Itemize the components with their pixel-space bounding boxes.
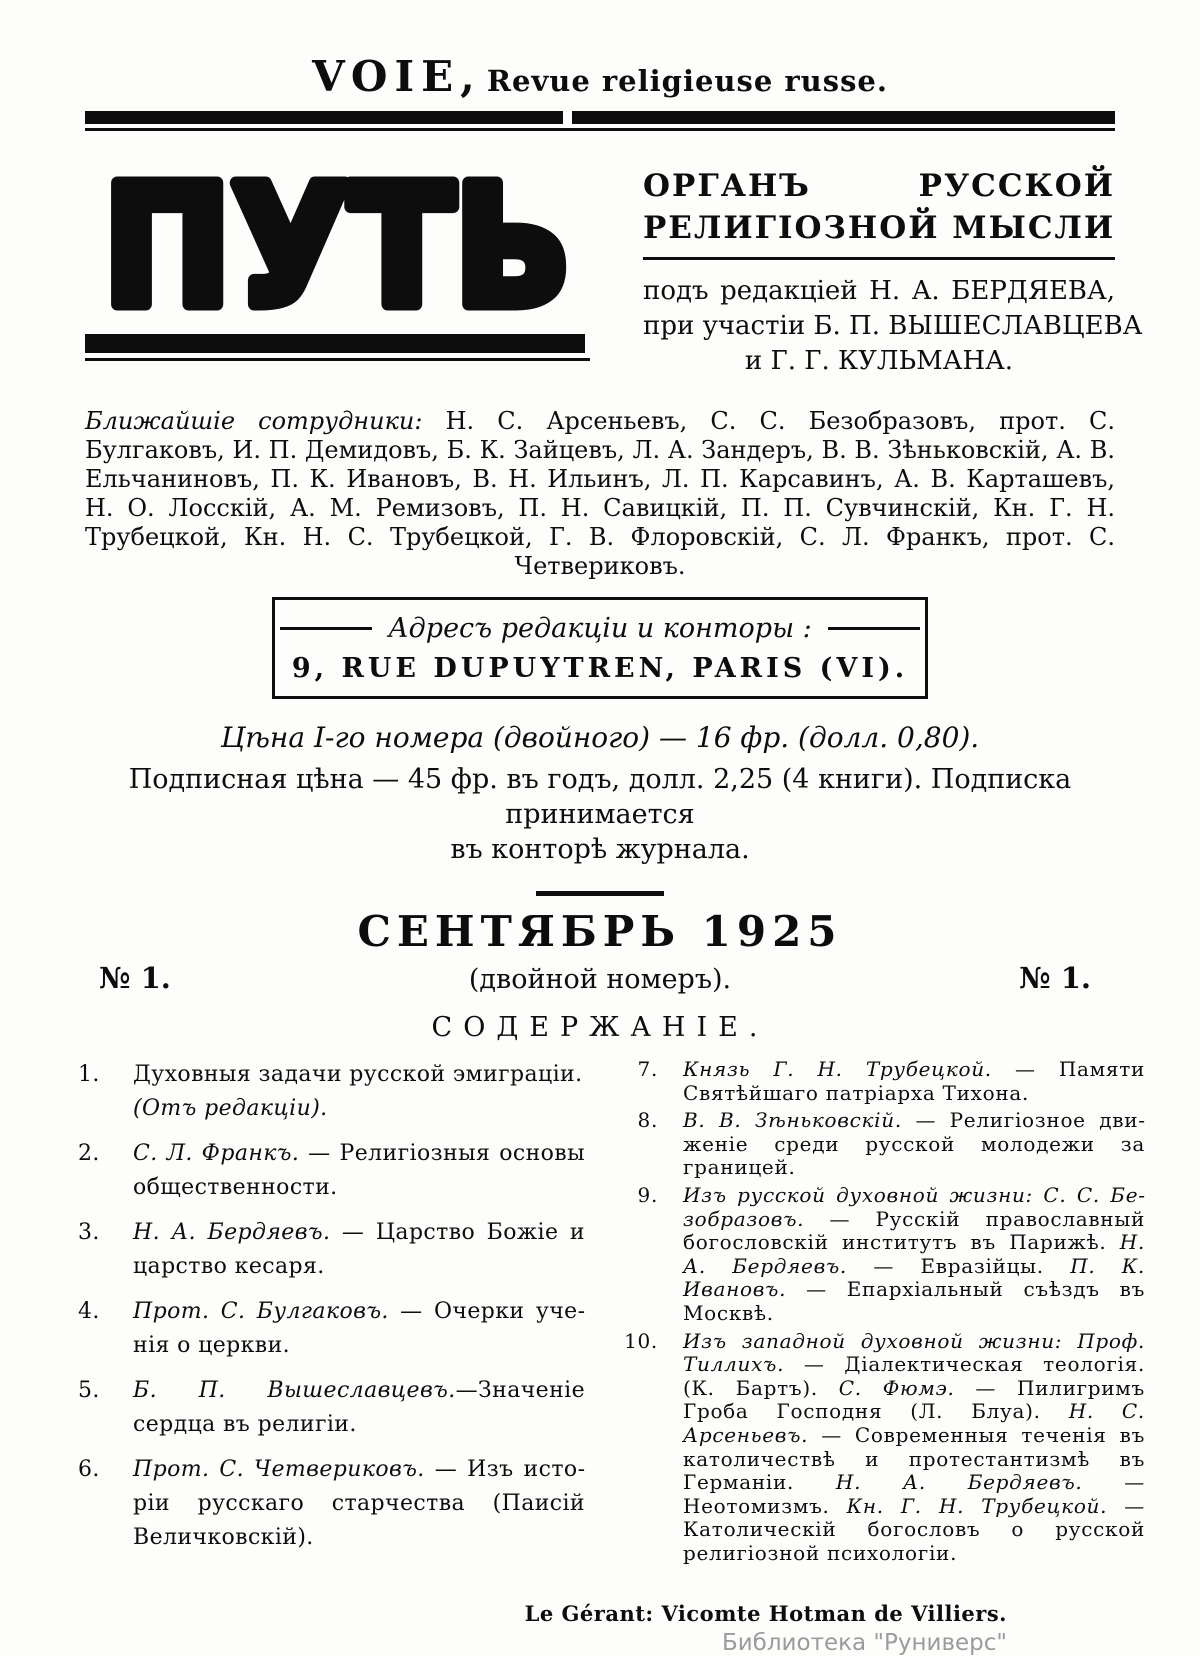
- toc-item-number: 5.: [78, 1378, 100, 1403]
- toc-item-text: [133, 1295, 585, 1363]
- french-masthead: [85, 0, 1115, 101]
- toc-author: Н. С. Арсеньевъ.: [683, 1399, 1145, 1447]
- toc-entry-text: — Пилигримъ Гроба Господня (Л. Блуа).: [683, 1375, 1145, 1424]
- toc-author: Н. А. Бердяевъ.: [683, 1230, 1145, 1278]
- issue-number-left: № 1.: [99, 961, 171, 995]
- issue-number-row: [85, 961, 1115, 995]
- toc-item: [612, 1184, 1145, 1326]
- toc-author: Кн. Г. Н. Трубецкой.: [846, 1493, 1108, 1518]
- toc-item-number: 9.: [637, 1182, 658, 1207]
- french-masthead-title: VOIE,: [312, 52, 482, 101]
- toc-item-number: 10.: [624, 1328, 658, 1353]
- toc-author: Изъ русской духовной жизни: С. С. Безобразовъ.: [683, 1182, 1145, 1231]
- toc-entry-text: — Діалектическая теологія. (К. Бартъ).: [683, 1352, 1145, 1400]
- organ-line-1: ОРГАНЪ РУССКОЙ: [643, 168, 1115, 204]
- address-dash-left: [280, 627, 372, 630]
- toc-author: Н. А. Бердяевъ.: [133, 1220, 331, 1245]
- toc-title: СОДЕРЖАНІЕ.: [431, 1012, 769, 1043]
- toc-entry-text: — Русскій православный богословскій институтъ въ Парижѣ.: [683, 1206, 1145, 1255]
- organ-block: [643, 165, 1143, 379]
- address-dash-right: [828, 627, 920, 630]
- toc-item-number: 2.: [78, 1141, 100, 1166]
- put-logo: [85, 165, 590, 322]
- gerant-line: Le Gérant: Vicomte Hotman de Villiers.: [524, 1601, 1007, 1627]
- toc-item: [78, 1216, 585, 1284]
- toc-entry-text: — Современныя теченія въ католичествѣ и протестантизмѣ въ Германіи.: [683, 1422, 1145, 1495]
- toc-entry-text: — Католическій богословъ о русской религіозной психологіи.: [683, 1493, 1145, 1565]
- toc-item: [612, 1109, 1145, 1180]
- editor-line-3: и Г. Г. КУЛЬМАНА.: [744, 346, 1014, 376]
- issue-number-right: № 1.: [1019, 961, 1091, 995]
- french-masthead-subtitle: Revue religieuse russe.: [486, 64, 888, 98]
- subscription-block: [85, 762, 1115, 867]
- toc-author: С. Фюмэ.: [838, 1375, 955, 1400]
- toc-author: В. В. Зѣньковскій.: [683, 1108, 902, 1133]
- toc-item-text: [683, 1058, 1145, 1105]
- toc-item-number: 4.: [78, 1299, 100, 1324]
- masthead-row: [85, 165, 1143, 379]
- toc-item: [78, 1295, 586, 1363]
- toc-item: [78, 1453, 585, 1555]
- issue-month-title: СЕНТЯБРЬ 1925: [357, 907, 843, 956]
- top-rule-thin: [85, 128, 1115, 131]
- toc-item: [612, 1058, 1145, 1105]
- address-box: [272, 597, 928, 699]
- address-label: Адресъ редакціи и конторы :: [388, 612, 812, 644]
- toc-author: С. Л. Франкъ.: [133, 1141, 300, 1166]
- toc-author: П. К. Ивановъ.: [683, 1253, 1145, 1302]
- toc-item-text: [683, 1184, 1145, 1326]
- address-value: 9, RUE DUPUYTREN, PARIS (VI).: [291, 652, 909, 684]
- toc-item: [612, 1330, 1145, 1566]
- organ-rule: [643, 257, 1115, 260]
- toc-author: Прот. С. Четвериковъ.: [133, 1457, 425, 1482]
- runiverse-watermark: Библиотека "Руниверс": [721, 1630, 1007, 1656]
- toc-entry-text: — Евразійцы.: [847, 1253, 1071, 1278]
- toc-author: (Отъ редакціи).: [133, 1096, 328, 1121]
- toc-item-text: [133, 1453, 585, 1555]
- issue-double-note: (двойной номеръ).: [468, 964, 732, 995]
- toc: [78, 1057, 1146, 1569]
- editor-line-1: подъ редакціей Н. А. БЕРДЯЕВА,: [643, 276, 1115, 306]
- toc-item-text: [133, 1058, 585, 1126]
- contributors-label: Ближайшіе сотрудники:: [85, 407, 423, 435]
- toc-item-text: [683, 1330, 1145, 1566]
- section-divider-rule: [536, 891, 664, 896]
- toc-entry-text: —Значеніе сердца въ религіи.: [133, 1378, 585, 1437]
- toc-entry-text: — Религіозныя основы общественности.: [133, 1141, 585, 1200]
- toc-item: [78, 1374, 585, 1442]
- address-label-row: [280, 613, 920, 644]
- toc-item-number: 6.: [78, 1457, 100, 1482]
- toc-column-right: [612, 1058, 1145, 1569]
- toc-entry-text: — Памяти Святѣйшаго патріарха Тихона.: [683, 1057, 1145, 1105]
- toc-item-number: 3.: [78, 1220, 100, 1245]
- toc-author: Н. А. Бердяевъ.: [835, 1470, 1083, 1495]
- toc-author: Б. П. Вышеславцевъ.: [133, 1378, 456, 1403]
- toc-entry-text: — Очерки ученія о церкви.: [133, 1299, 586, 1358]
- contributors-names: Н. С. Арсеньевъ, С. С. Безобразовъ, прот. С. Булгаковъ, И. П. Демидовъ, Б. К. Зайцевъ, Л. А. Зандеръ, В. В. Зѣньковскій, А. В. Ельчаниновъ, П. К. Ивановъ, В. Н. Ильинъ, Л. П. Карсавинъ, А. В. Карташевъ, Н. О. Лосскій, А. М. Ремизовъ, П. Н. Савицкій, П. П. Сувчинскій, Кн. Г. Н. Трубецкой, Кн. Н. С. Трубецкой, Г. В. Флоровскій, С. Л. Франкъ, прот. С. Четвериковъ.: [85, 407, 1115, 580]
- toc-item-text: [683, 1109, 1145, 1180]
- top-rule-thick: [85, 111, 1115, 124]
- toc-item-text: [133, 1374, 585, 1442]
- toc-entry-text: — Епархіальный съѣздъ въ Москвѣ.: [683, 1277, 1145, 1325]
- toc-item-number: 7.: [637, 1057, 658, 1081]
- toc-entry-text: Духовныя задачи русской эмиграціи.: [133, 1062, 583, 1087]
- logo-underline-thick: [85, 334, 585, 353]
- toc-entry-text: — Царство Божіе и царство кесаря.: [133, 1220, 585, 1279]
- toc-entry-text: — Изъ исторіи русскаго старчества (Паисій Величковскій).: [133, 1457, 585, 1550]
- top-rule-segment-right: [572, 111, 1115, 124]
- toc-author: Изъ западной духовной жизни: Проф. Тиллихъ.: [683, 1328, 1145, 1377]
- logo-block: [85, 165, 590, 361]
- top-rule-segment-left: [85, 111, 563, 124]
- toc-item-text: [133, 1216, 585, 1284]
- put-logo-text: ПУТЬ: [103, 165, 571, 322]
- editor-line-2: при участіи Б. П. ВЫШЕСЛАВЦЕВА: [643, 311, 1143, 341]
- issue-price-line: Цѣна I-го номера (двойного) — 16 фр. (долл. 0,80).: [220, 721, 980, 754]
- toc-entry-text: — Религіозное движеніе среди русской молодежи за границей.: [683, 1108, 1146, 1180]
- toc-column-left: [78, 1058, 586, 1569]
- subscription-line-2: въ конторѣ журнала.: [450, 834, 750, 865]
- toc-item-number: 8.: [637, 1108, 658, 1133]
- organ-line-2: РЕЛИГІОЗНОЙ МЫСЛИ: [643, 210, 1116, 246]
- toc-author: Прот. С. Булгаковъ.: [133, 1299, 389, 1324]
- toc-entry-text: — Неотомизмъ.: [683, 1470, 1145, 1518]
- toc-item: [78, 1058, 585, 1126]
- toc-item-text: [133, 1137, 585, 1205]
- contributors-paragraph: [85, 407, 1115, 581]
- logo-underline-thin: [85, 358, 590, 361]
- toc-item-number: 1.: [78, 1062, 100, 1087]
- toc-item: [78, 1137, 585, 1205]
- toc-author: Князь Г. Н. Трубецкой.: [683, 1057, 992, 1081]
- footer: [85, 1601, 1115, 1656]
- subscription-line-1: Подписная цѣна — 45 фр. въ годъ, долл. 2,25 (4 книги). Подписка принимается: [128, 764, 1072, 830]
